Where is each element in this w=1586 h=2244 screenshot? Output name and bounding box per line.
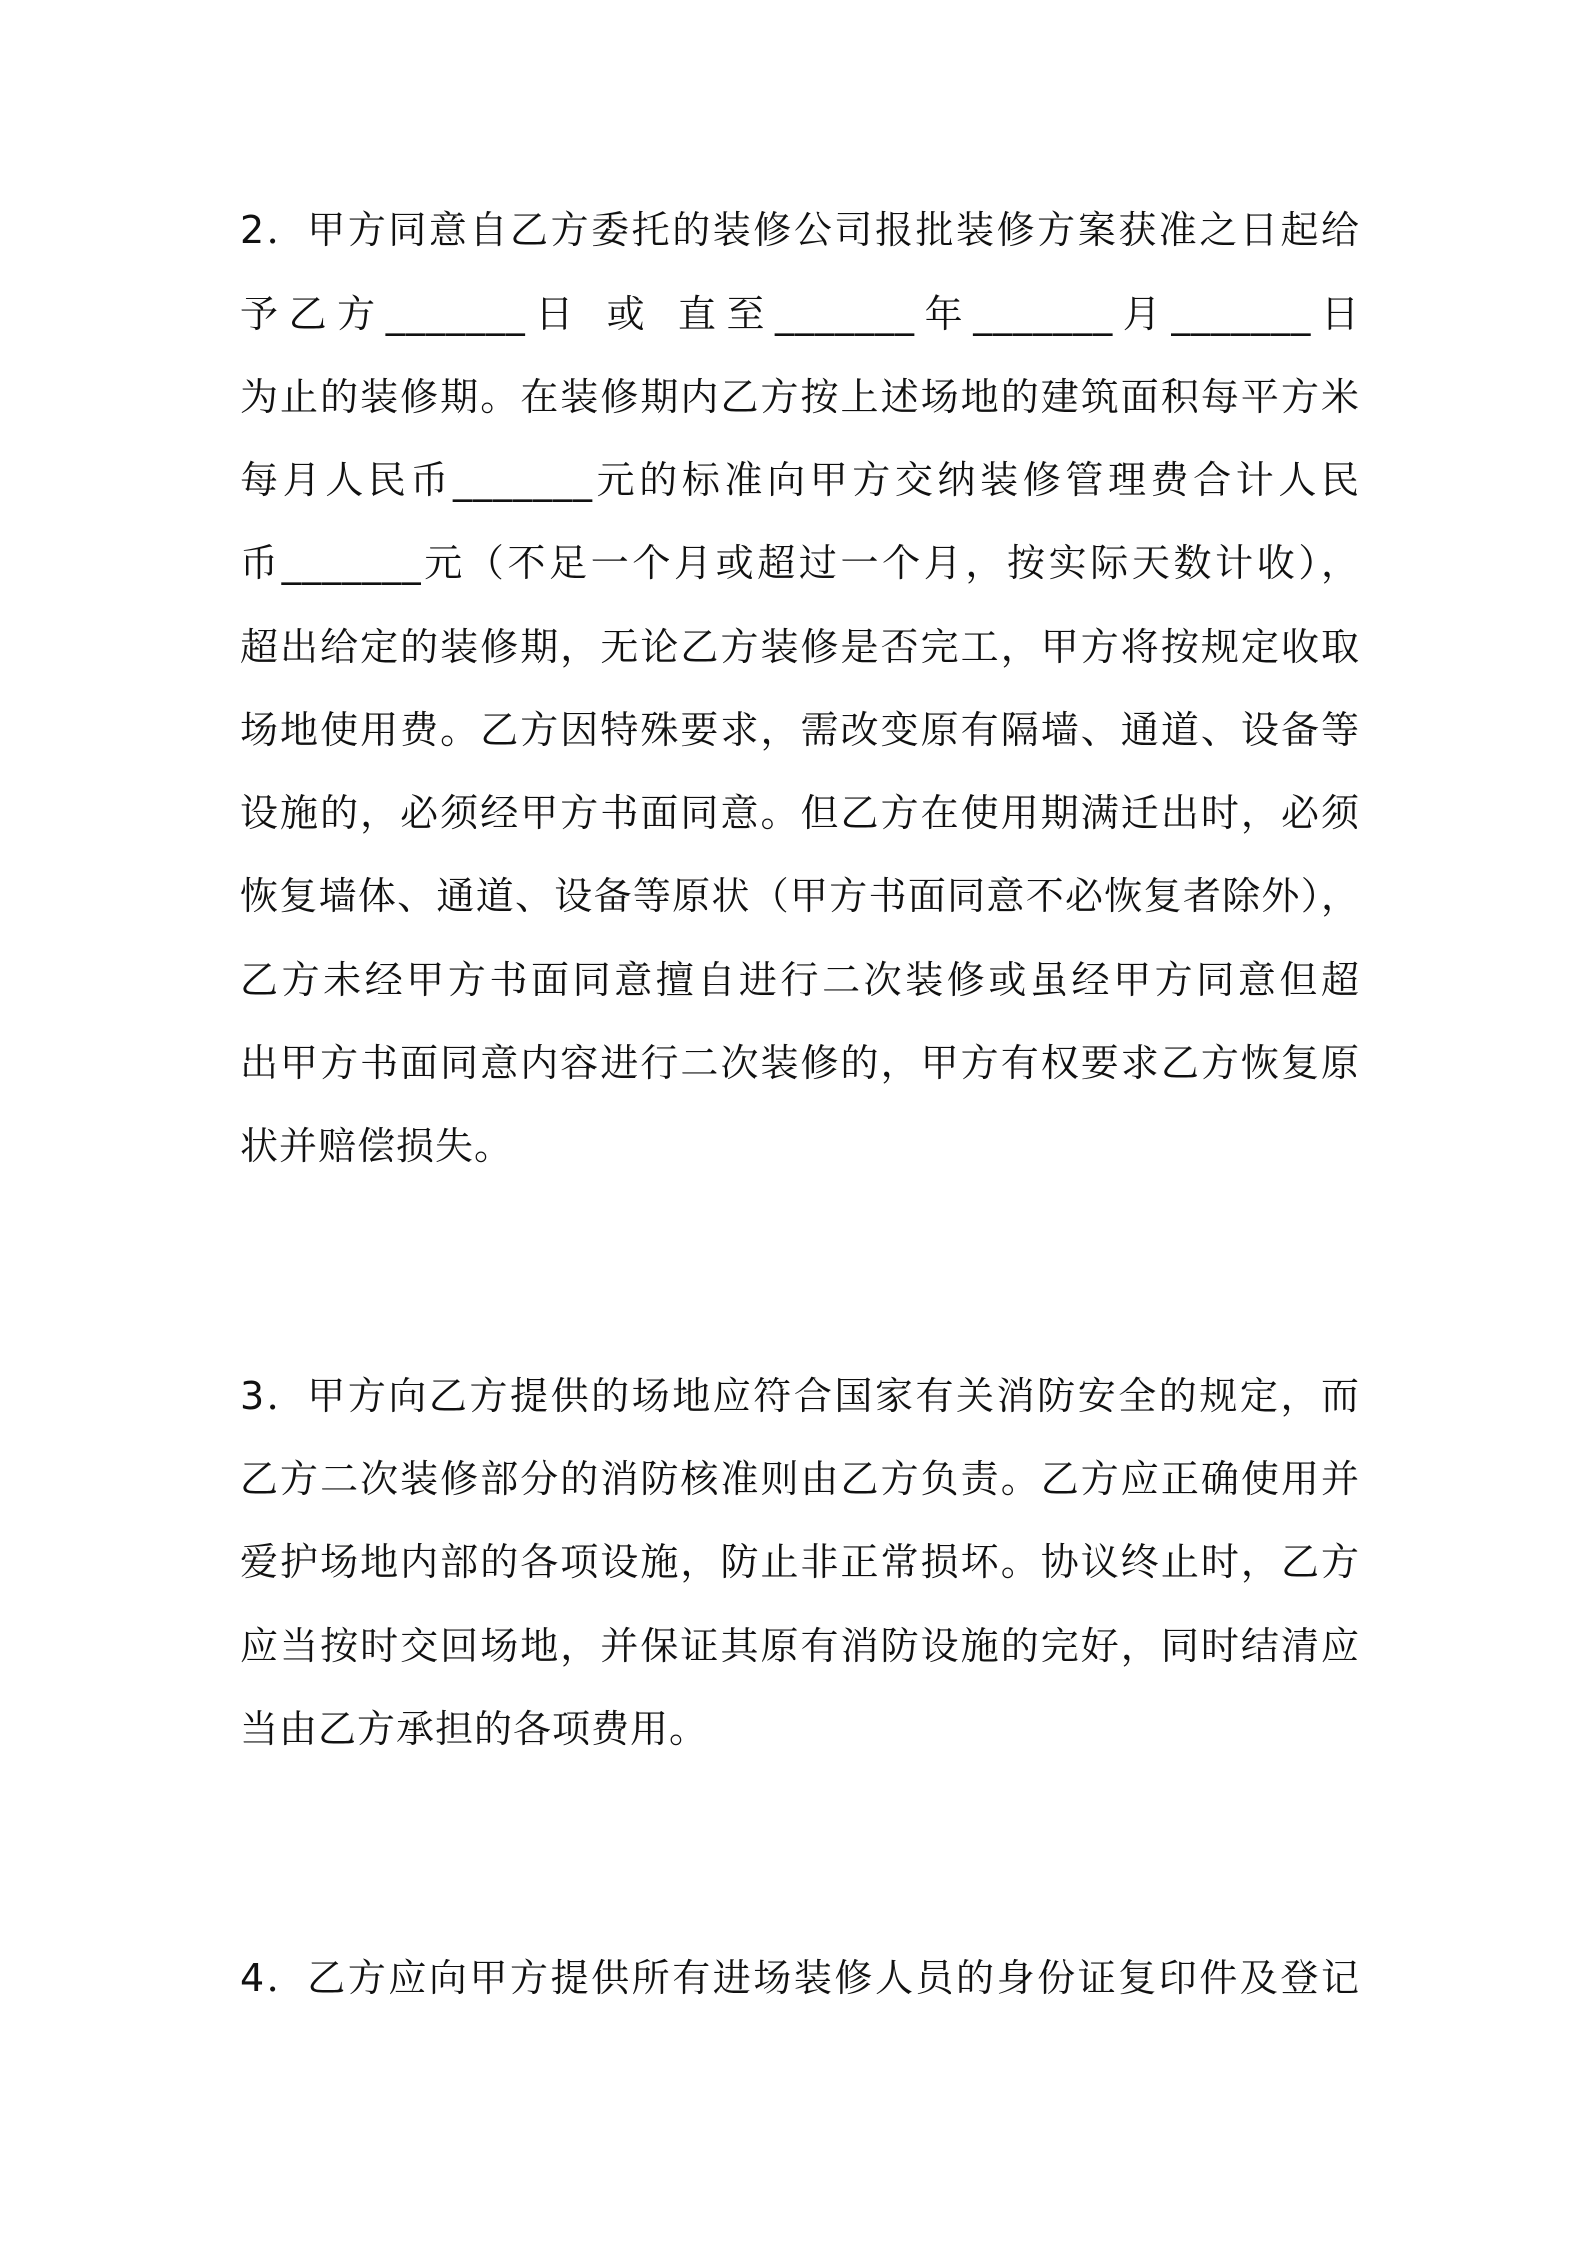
clause-3-line-3: 爱护场地内部的各项设施，防止非正常损坏。协议终止时，乙方 [240,1540,1360,1584]
clause-2-line-6: 超出给定的装修期，无论乙方装修是否完工，甲方将按规定收取 [240,625,1360,669]
clause-2-line-10: 乙方未经甲方书面同意擅自进行二次装修或虽经甲方同意但超 [240,958,1360,1002]
clause-3-line-1: 3．甲方向乙方提供的场地应符合国家有关消防安全的规定，而 [240,1374,1360,1418]
clause-2-line-5: 币_______元（不足一个月或超过一个月，按实际天数计收）， [240,541,1360,585]
clause-2-line-12: 状并赔偿损失。 [240,1124,514,1168]
clause-2-line-7: 场地使用费。乙方因特殊要求，需改变原有隔墙、通道、设备等 [240,708,1360,752]
clause-3-line-4: 应当按时交回场地，并保证其原有消防设施的完好，同时结清应 [240,1624,1360,1668]
clause-2-line-3: 为止的装修期。在装修期内乙方按上述场地的建筑面积每平方米 [240,375,1360,419]
clause-3-line-2: 乙方二次装修部分的消防核准则由乙方负责。乙方应正确使用并 [240,1457,1360,1501]
clause-2-line-1: 2．甲方同意自乙方委托的装修公司报批装修方案获准之日起给 [240,208,1360,252]
clause-3-line-5: 当由乙方承担的各项费用。 [240,1707,709,1751]
clause-2-line-8: 设施的，必须经甲方书面同意。但乙方在使用期满迁出时，必须 [240,791,1360,835]
clause-2-line-4: 每月人民币_______元的标准向甲方交纳装修管理费合计人民 [240,458,1360,502]
clause-2-line-2: 予乙方_______日 或 直至_______年_______月_______日 [240,292,1360,336]
clause-4-line-1: 4．乙方应向甲方提供所有进场装修人员的身份证复印件及登记 [240,1956,1360,2000]
clause-2-line-11: 出甲方书面同意内容进行二次装修的，甲方有权要求乙方恢复原 [240,1041,1360,1085]
clause-2-line-9: 恢复墙体、通道、设备等原状（甲方书面同意不必恢复者除外）， [240,874,1360,918]
